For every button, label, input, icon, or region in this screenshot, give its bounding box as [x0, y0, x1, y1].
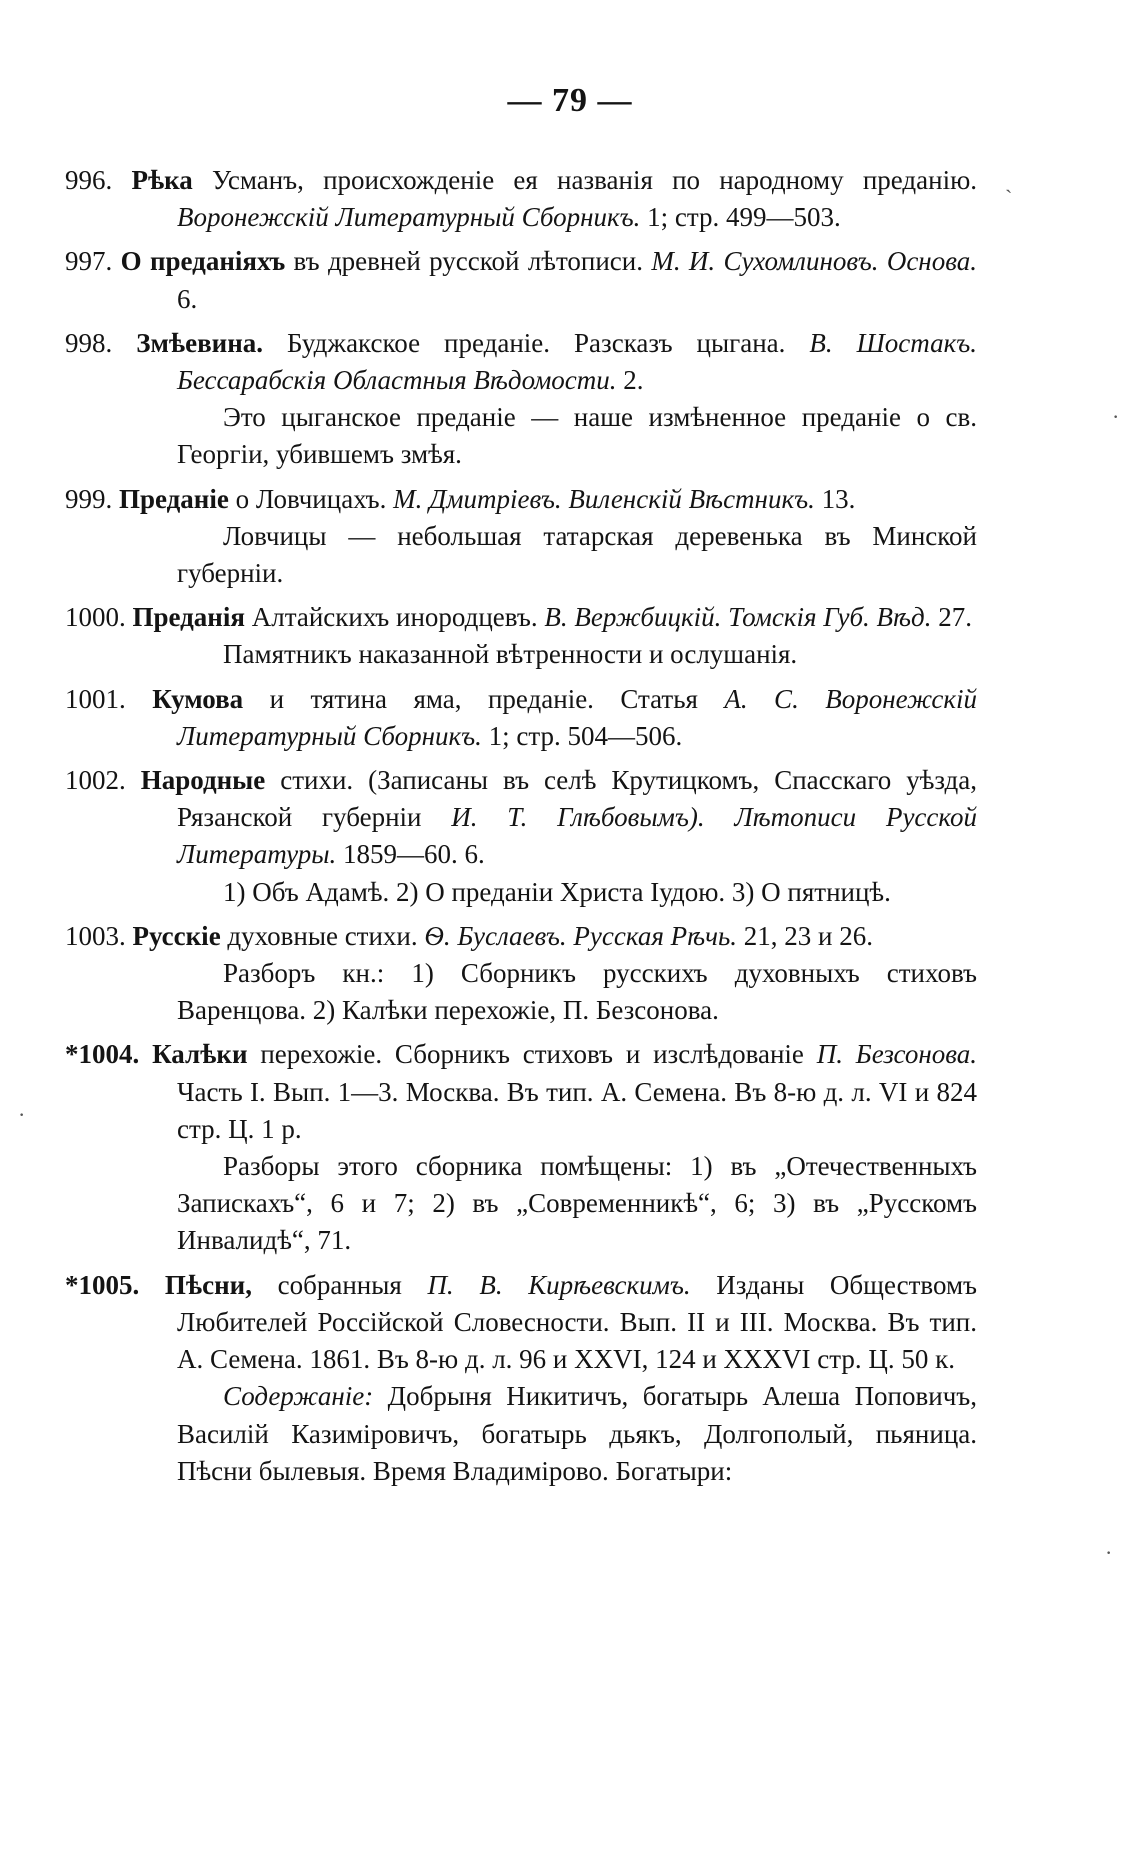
- entry-text: Усманъ, происхожденіе ея названія по народному преданію.: [192, 165, 977, 195]
- entry-keyword: О преданіяхъ: [120, 246, 286, 277]
- bibliography-entry-1000: [65, 599, 977, 673]
- bibliography-list: [65, 162, 977, 1490]
- entry-note: Памятникъ наказанной вѣтренности и ослушанія.: [223, 639, 798, 670]
- entry-note: Это цыганское преданіе — наше измѣненное преданіе о св. Георгіи, убившемъ змѣя.: [177, 402, 977, 470]
- bibliography-entry-999: [65, 481, 977, 593]
- entry-number: *1005.: [65, 1269, 140, 1300]
- entry-note-text: Добрыня Никитичъ, богатырь Алеша Поповичъ, Василій Казиміровичъ, богатырь дьякъ, Долгополый, пьяница. Пѣсни былевыя. Время Владимірово. Богатыри:: [177, 1381, 977, 1486]
- entry-note: Разборъ кн.: 1) Сборникъ русскихъ духовныхъ стиховъ Варенцова. 2) Калѣки перехожіе, П. Безсонова.: [177, 958, 977, 1026]
- entry-keyword: Рѣка: [131, 165, 193, 195]
- entry-tail: Часть I. Вып. 1—3. Москва. Въ тип. А. Семена. Въ 8-ю д. л. VI и 824 стр. Ц. 1 р.: [177, 1076, 977, 1144]
- entry-text: собранныя: [251, 1269, 428, 1300]
- bibliography-entry-1004: [65, 1036, 977, 1259]
- entry-number: 1002.: [65, 765, 126, 796]
- entry-number: 998.: [65, 327, 113, 358]
- margin-speck: ·: [1112, 404, 1120, 429]
- entry-text: перехожіе. Сборникъ стиховъ и изслѣдованіе: [247, 1039, 817, 1070]
- entry-tail: 1; стр. 504—506.: [481, 720, 683, 751]
- entry-text: стихи. (Записаны въ селѣ Крутицкомъ, Спасскаго уѣзда, Рязанской губерніи: [177, 765, 978, 833]
- bibliography-entry-1001: [65, 681, 977, 755]
- bibliography-entry-996: [65, 162, 977, 236]
- entry-source: М. И. Сухомлиновъ. Основа.: [651, 246, 977, 277]
- entry-keyword: Пѣсни,: [164, 1269, 252, 1300]
- margin-mark: ˏ: [1005, 168, 1013, 193]
- entry-tail: 2.: [616, 365, 644, 396]
- entry-source: И. Т. Глѣбовымъ). Лѣтописи Русской Литературы.: [177, 802, 977, 870]
- entry-number: 1001.: [65, 683, 126, 714]
- bibliography-entry-1005: [65, 1267, 977, 1490]
- entry-source: П. Безсонова.: [816, 1039, 977, 1070]
- entry-source: А. С. Воронежскій Литературный Сборникъ.: [177, 683, 978, 751]
- entry-note: [65, 1378, 977, 1490]
- entry-source: П. В. Кирѣевскимъ.: [427, 1269, 691, 1300]
- entry-keyword: Калѣки: [152, 1039, 248, 1070]
- entry-keyword: Преданіе: [119, 483, 229, 514]
- entry-tail: 1; стр. 499—503.: [640, 202, 841, 233]
- entry-keyword: Народные: [140, 765, 266, 796]
- margin-speck: ·: [18, 1102, 26, 1127]
- margin-speck: ·: [1105, 1540, 1113, 1565]
- entry-number: 997.: [65, 246, 113, 277]
- entry-number: 1003.: [65, 920, 126, 951]
- bibliography-entry-1002: [65, 762, 977, 911]
- entry-tail: 1859—60. 6.: [336, 839, 485, 870]
- entry-keyword: Змѣевина.: [136, 327, 264, 358]
- entry-text: Алтайскихъ инородцевъ.: [244, 602, 545, 633]
- entry-number: 1000.: [65, 602, 126, 633]
- entry-source: Воронежскій Литературный Сборникъ.: [177, 202, 641, 233]
- entry-source: М. Дмитріевъ. Виленскій Вѣстникъ.: [393, 483, 815, 514]
- bibliography-entry-997: [65, 243, 977, 317]
- entry-keyword: Кумова: [152, 683, 244, 714]
- entry-number: 999.: [65, 483, 113, 514]
- entry-note: Ловчицы — небольшая татарская деревенька въ Минской губерніи.: [177, 520, 977, 589]
- entry-text: и тятина яма, преданіе. Статья: [243, 683, 725, 714]
- bibliography-entry-1003: [65, 918, 977, 1030]
- entry-source: Ѳ. Буслаевъ. Русская Рѣчь.: [424, 920, 738, 951]
- page-number: — 79 —: [507, 82, 633, 119]
- entry-text: Буджакское преданіе. Разсказъ цыгана.: [263, 327, 810, 358]
- entry-keyword: Преданія: [132, 602, 245, 633]
- entry-text: духовные стихи.: [220, 920, 425, 951]
- bibliography-entry-998: [65, 325, 977, 474]
- entry-text: въ древней русской лѣтописи.: [285, 246, 652, 277]
- entry-tail: 27.: [931, 602, 972, 633]
- entry-tail: 21, 23 и 26.: [737, 920, 873, 951]
- entry-number: *1004.: [65, 1039, 140, 1070]
- entry-tail: 6.: [177, 283, 198, 314]
- entry-note: Разборы этого сборника помѣщены: 1) въ „Отечественныхъ Запискахъ“, 6 и 7; 2) въ „Современникѣ“, 6; 3) въ „Русскомъ Инвалидѣ“, 71.: [177, 1151, 977, 1256]
- entry-note-label: Содержаніе:: [223, 1381, 374, 1412]
- entry-number: 996.: [65, 165, 113, 195]
- entry-tail: 13.: [814, 483, 856, 514]
- entry-text: о Ловчицахъ.: [228, 483, 394, 514]
- entry-note: 1) Объ Адамѣ. 2) О преданіи Христа Іудою. 3) О пятницѣ.: [223, 876, 891, 907]
- entry-source: В. Вержбицкій. Томскія Губ. Вѣд.: [544, 602, 932, 633]
- entry-keyword: Русскіе: [132, 920, 221, 951]
- entry-source: В. Шостакъ. Бессарабскія Областныя Вѣдомости.: [177, 327, 978, 396]
- entry-tail: Изданы Обществомъ Любителей Россійской Словесности. Вып. II и III. Москва. Въ тип. А. Семена. 1861. Въ 8-ю д. л. 96 и XXVI, 124 и XXXVI стр. Ц. 50 к.: [177, 1269, 977, 1375]
